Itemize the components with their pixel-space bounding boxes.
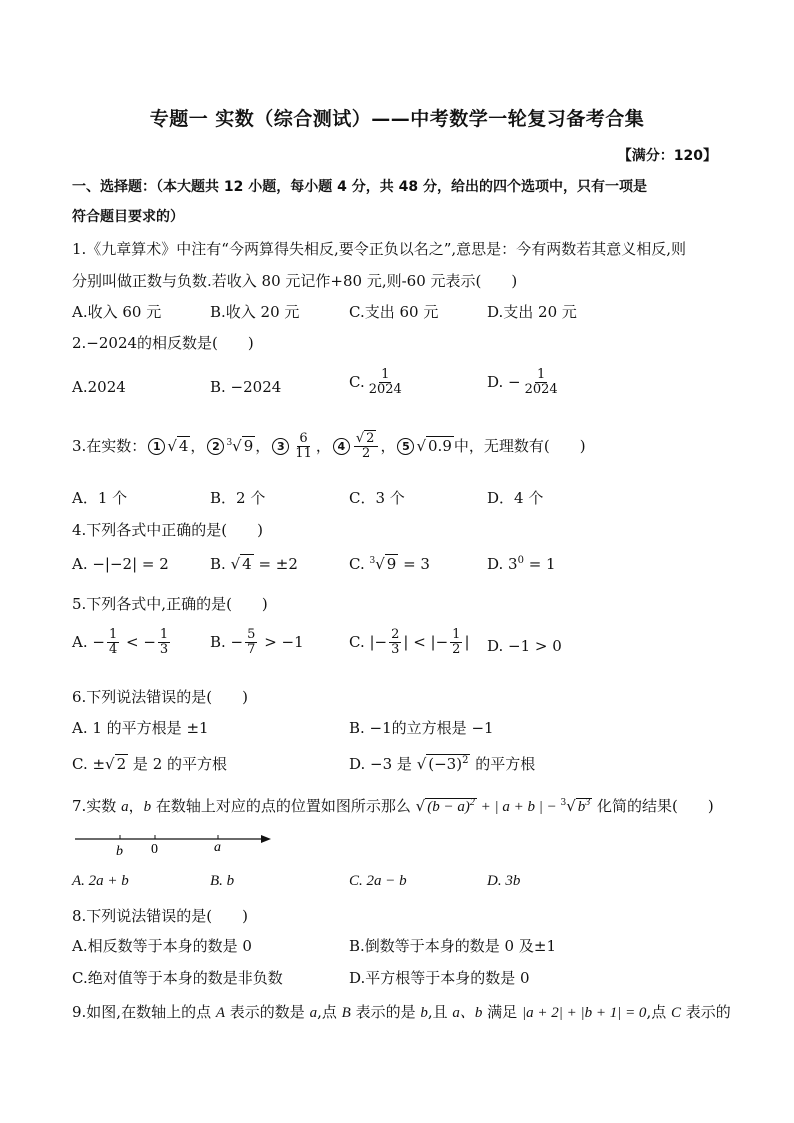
- q2-option-d: D. − $\frac{1}{2024}$: [487, 367, 558, 398]
- axis-label-a: a: [214, 840, 221, 855]
- q4-option-a: A. −|−2| = 2: [72, 555, 169, 573]
- q5-option-c: C. |− $\frac{2}{3}$ | < |− $\frac{1}{2}$ |: [349, 627, 470, 658]
- q6-option-c: C. ±√ 2 是 2 的平方根: [72, 755, 228, 773]
- q1-option-b: B.收入 20 元: [210, 303, 300, 321]
- full-score: 【满分：120】: [617, 148, 717, 164]
- circled-number-1: 1: [148, 438, 165, 455]
- q1-option-c: C.支出 60 元: [349, 303, 439, 321]
- number-line-arrow: [261, 835, 271, 843]
- q6-option-d: D. −3 是 √ $(-3)^2$ 的平方根: [349, 755, 536, 773]
- q4-option-b: B. √ 4 = ±2: [210, 555, 298, 573]
- q7-option-a: A. 2a + b: [72, 873, 129, 889]
- q2-stem: 2.−2024的相反数是( ): [72, 334, 254, 352]
- page-title: 专题一 实数（综合测试）——中考数学一轮复习备考合集: [149, 108, 645, 130]
- q4-option-c: C. $^3$√ 9 = 3: [349, 555, 430, 573]
- q2-option-c-fraction: $\frac{1}{2024}$: [368, 367, 402, 398]
- q3-option-b: B．2 个: [210, 489, 266, 507]
- q2-option-d-fraction: $\frac{1}{2024}$: [524, 367, 558, 398]
- q2-option-a: A.2024: [72, 378, 126, 396]
- q7-option-c: C. 2a − b: [349, 873, 407, 889]
- circled-number-5: 5: [397, 438, 414, 455]
- q1-line2: 分别叫做正数与负数.若收入 80 元记作+80 元,则-60 元表示( ): [72, 272, 518, 290]
- number-line-figure: [75, 830, 275, 860]
- q7-option-d: D. 3b: [487, 873, 521, 889]
- q3-option-a: A．1 个: [72, 489, 128, 507]
- q4-stem: 4.下列各式中正确的是( ): [72, 521, 264, 539]
- q6-stem: 6.下列说法错误的是( ): [72, 688, 249, 706]
- q1-line1: 1.《九章算术》中注有“今两算得失相反,要令正负以名之”,意思是：今有两数若其意义相反,则: [72, 240, 686, 258]
- q8-stem: 8.下列说法错误的是( ): [72, 907, 249, 925]
- q3-option-d: D．4 个: [487, 489, 544, 507]
- q8-option-c: C.绝对值等于本身的数是非负数: [72, 969, 283, 987]
- q7-stem: 7.实数 a，b 在数轴上对应的点的位置如图所示那么 √ $(b - a)^2$ + | a + b | − $^3$√ $b^3$ 化简的结果( ): [72, 797, 714, 815]
- section-heading-line2: 符合题目要求的）: [72, 209, 184, 225]
- q6-option-a: A. 1 的平方根是 ±1: [72, 719, 209, 737]
- q8-option-d: D.平方根等于本身的数是 0: [349, 969, 530, 987]
- q3-stem: 3.在实数： 1 √ 4 ， 2 $^3$√ 9 ， 3 $\frac{6}{11}$ ， 4 $\frac{√ 2}{2}$ ， 5 √ 0.9 中，无理数有( ): [72, 431, 586, 462]
- circled-number-3: 3: [272, 438, 289, 455]
- axis-label-b: b: [116, 844, 123, 859]
- axis-label-zero: 0: [151, 842, 158, 857]
- q7-option-b: B. b: [210, 873, 235, 889]
- q5-option-a: A. − $\frac{1}{4}$ < − $\frac{1}{3}$: [72, 627, 169, 658]
- q9-stem: 9.如图,在数轴上的点 A 表示的数是 a,点 B 表示的是 b,且 a、b 满足 |a + 2| + |b + 1| = 0,点 C 表示的: [72, 1003, 731, 1021]
- q5-stem: 5.下列各式中,正确的是( ): [72, 595, 268, 613]
- q2-option-c: C. $\frac{1}{2024}$: [349, 367, 402, 398]
- q8-option-b: B.倒数等于本身的数是 0 及±1: [349, 937, 556, 955]
- circled-number-4: 4: [333, 438, 350, 455]
- q1-option-a: A.收入 60 元: [72, 303, 162, 321]
- circled-number-2: 2: [207, 438, 224, 455]
- q8-option-a: A.相反数等于本身的数是 0: [72, 937, 252, 955]
- q1-option-d: D.支出 20 元: [487, 303, 577, 321]
- q3-option-c: C．3 个: [349, 489, 405, 507]
- q5-option-b: B. − $\frac{5}{7}$ > −1: [210, 627, 304, 658]
- q6-option-b: B. −1的立方根是 −1: [349, 719, 494, 737]
- q2-option-b: B. −2024: [210, 378, 282, 396]
- section-heading-line1: 一、选择题：（本大题共 12 小题，每小题 4 分，共 48 分，给出的四个选项中，只有一项是: [72, 179, 647, 195]
- q4-option-d: D. $3^0 = 1$: [487, 555, 556, 573]
- q5-option-d: D. −1 > 0: [487, 637, 562, 655]
